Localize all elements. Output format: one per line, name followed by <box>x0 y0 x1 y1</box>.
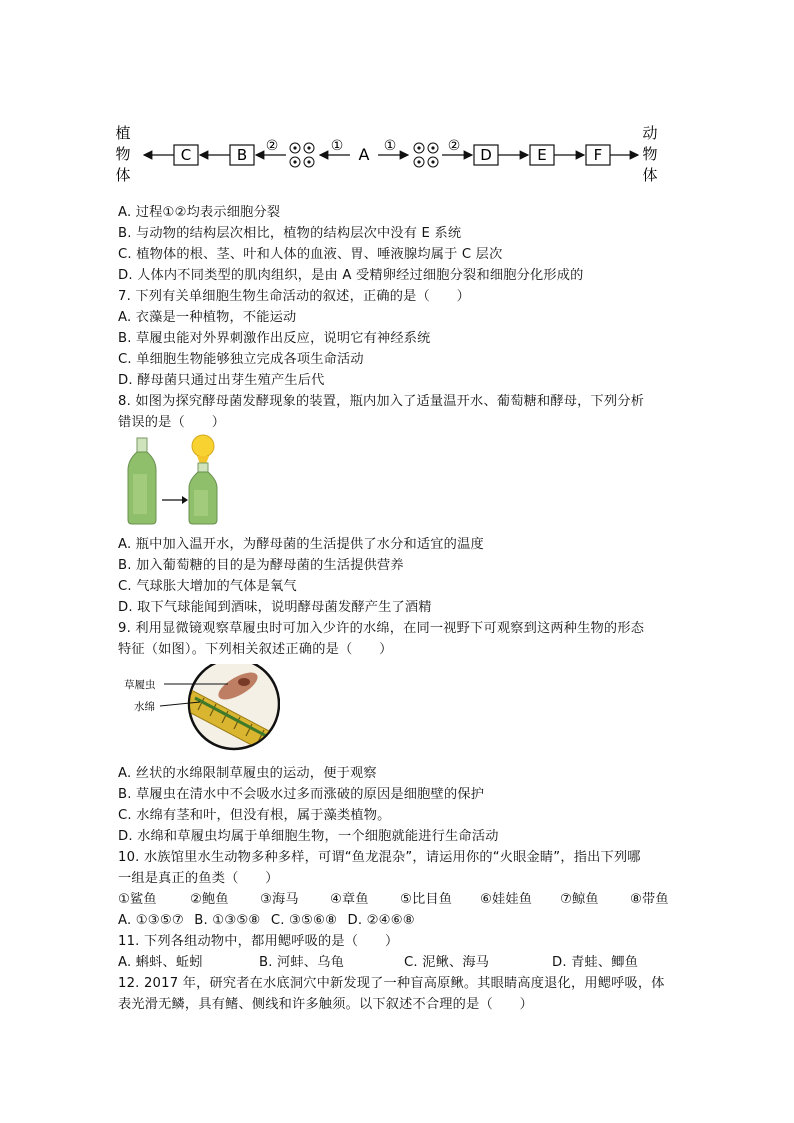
q10-item-2: ②鲍鱼 <box>190 892 229 907</box>
balloon <box>192 435 214 457</box>
animal-body-label-2: 物 <box>642 145 658 163</box>
q10-stem-line1: 10. 水族馆里水生动物多种多样，可谓“鱼龙混杂”，请运用你的“火眼金睛”，指出下列哪 <box>118 850 641 865</box>
q6-option-c: C. 植物体的根、茎、叶和人体的血液、胃、唾液腺均属于 C 层次 <box>118 247 503 262</box>
box-b-label: B <box>236 146 248 164</box>
q10-option-b: B. ①③⑤⑧ <box>194 913 261 928</box>
spirogyra-label: 水绵 <box>134 701 155 713</box>
plant-body-label-2: 物 <box>115 145 131 163</box>
q8-option-b: B. 加入葡萄糖的目的是为酵母菌的生活提供营养 <box>118 558 404 573</box>
structure-level-diagram <box>110 118 690 192</box>
q10-item-1: ①鲨鱼 <box>118 892 157 907</box>
q7-option-d: D. 酵母菌只通过出芽生殖产生后代 <box>118 373 325 388</box>
q8-stem-line2: 错误的是（ ） <box>118 415 226 430</box>
yeast-fermentation-figure <box>124 434 234 530</box>
q10-item-5: ⑤比目鱼 <box>400 892 453 907</box>
box-e-label: E <box>537 146 547 164</box>
q10-options <box>118 911 678 930</box>
q12-stem-line1: 12. 2017 年，研究者在水底洞穴中新发现了一种盲高原鳅。其眼睛高度退化，用鳃呼吸，体 <box>118 976 665 991</box>
q6-option-b: B. 与动物的结构层次相比，植物的结构层次中没有 E 系统 <box>118 226 462 241</box>
q9-stem-line1: 9. 利用显微镜观察草履虫时可加入少许的水绵，在同一视野下可观察到这两种生物的形态 <box>118 621 645 636</box>
plant-body-label-3: 体 <box>115 166 131 184</box>
box-c-label: C <box>180 146 192 164</box>
q10-item-3: ③海马 <box>260 892 299 907</box>
step-2-right: ② <box>447 138 461 154</box>
q11-option-b: B. 河蚌、乌龟 <box>259 955 344 970</box>
q7-option-c: C. 单细胞生物能够独立完成各项生命活动 <box>118 352 364 367</box>
q9-option-c: C. 水绵有茎和叶，但没有根，属于藻类植物。 <box>118 808 391 823</box>
q10-item-6: ⑥娃娃鱼 <box>480 892 533 907</box>
step-2-left: ② <box>265 138 279 154</box>
box-d-label: D <box>480 146 492 164</box>
plant-body-label-1: 植 <box>115 124 131 142</box>
cell-cluster-right <box>414 143 438 167</box>
animal-body-label-1: 动 <box>642 124 658 142</box>
q12-stem-line2: 表光滑无鳞，具有鳍、侧线和许多触须。以下叙述不合理的是（ ） <box>118 997 534 1012</box>
box-f-label: F <box>593 146 603 164</box>
q9-stem-line2: 特征（如图）。下列相关叙述正确的是（ ） <box>118 642 393 657</box>
q9-option-a: A. 丝状的水绵限制草履虫的运动，便于观察 <box>118 766 377 781</box>
cell-cluster-left <box>290 143 314 167</box>
q10-item-4: ④章鱼 <box>330 892 369 907</box>
microscope-view-figure <box>120 664 280 756</box>
q7-option-a: A. 衣藻是一种植物，不能运动 <box>118 310 297 325</box>
q10-item-7: ⑦鲸鱼 <box>560 892 599 907</box>
step-1-left: ① <box>330 138 344 154</box>
q10-option-d: D. ②④⑥⑧ <box>347 913 415 928</box>
q10-stem-line2: 一组是真正的鱼类（ ） <box>118 871 279 886</box>
q8-stem-line1: 8. 如图为探究酵母菌发酵现象的装置，瓶内加入了适量温开水、葡萄糖和酵母，下列分析 <box>118 394 645 409</box>
q10-option-c: C. ③⑤⑥⑧ <box>270 913 338 928</box>
q9-option-b: B. 草履虫在清水中不会吸水过多而涨破的原因是细胞壁的保护 <box>118 787 485 802</box>
q8-option-a: A. 瓶中加入温开水，为酵母菌的生活提供了水分和适宜的温度 <box>118 537 484 552</box>
q8-option-c: C. 气球胀大增加的气体是氧气 <box>118 579 297 594</box>
q11-option-d: D. 青蛙、鲫鱼 <box>552 955 639 970</box>
animal-body-label-3: 体 <box>642 166 658 184</box>
q8-option-d: D. 取下气球能闻到酒味，说明酵母菌发酵产生了酒精 <box>118 600 432 615</box>
q9-option-d: D. 水绵和草履虫均属于单细胞生物，一个细胞就能进行生命活动 <box>118 829 499 844</box>
q11-stem: 11. 下列各组动物中，都用鳃呼吸的是（ ） <box>118 934 399 949</box>
step-1-right: ① <box>383 138 397 154</box>
q6-option-a: A. 过程①②均表示细胞分裂 <box>118 205 281 220</box>
paramecium-label: 草履虫 <box>124 679 156 691</box>
q11-option-a: A. 蝌蚪、蚯蚓 <box>118 955 203 970</box>
q10-option-a: A. ①③⑤⑦ <box>118 913 184 928</box>
q10-item-8: ⑧带鱼 <box>630 892 669 907</box>
fertilized-egg-a: A <box>358 145 370 164</box>
q7-stem: 7. 下列有关单细胞生物生命活动的叙述，正确的是（ ） <box>118 289 471 304</box>
q7-option-b: B. 草履虫能对外界刺激作出反应，说明它有神经系统 <box>118 331 431 346</box>
q6-option-d: D. 人体内不同类型的肌肉组织，是由 A 受精卵经过细胞分裂和细胞分化形成的 <box>118 268 584 283</box>
q11-option-c: C. 泥鳅、海马 <box>404 955 490 970</box>
